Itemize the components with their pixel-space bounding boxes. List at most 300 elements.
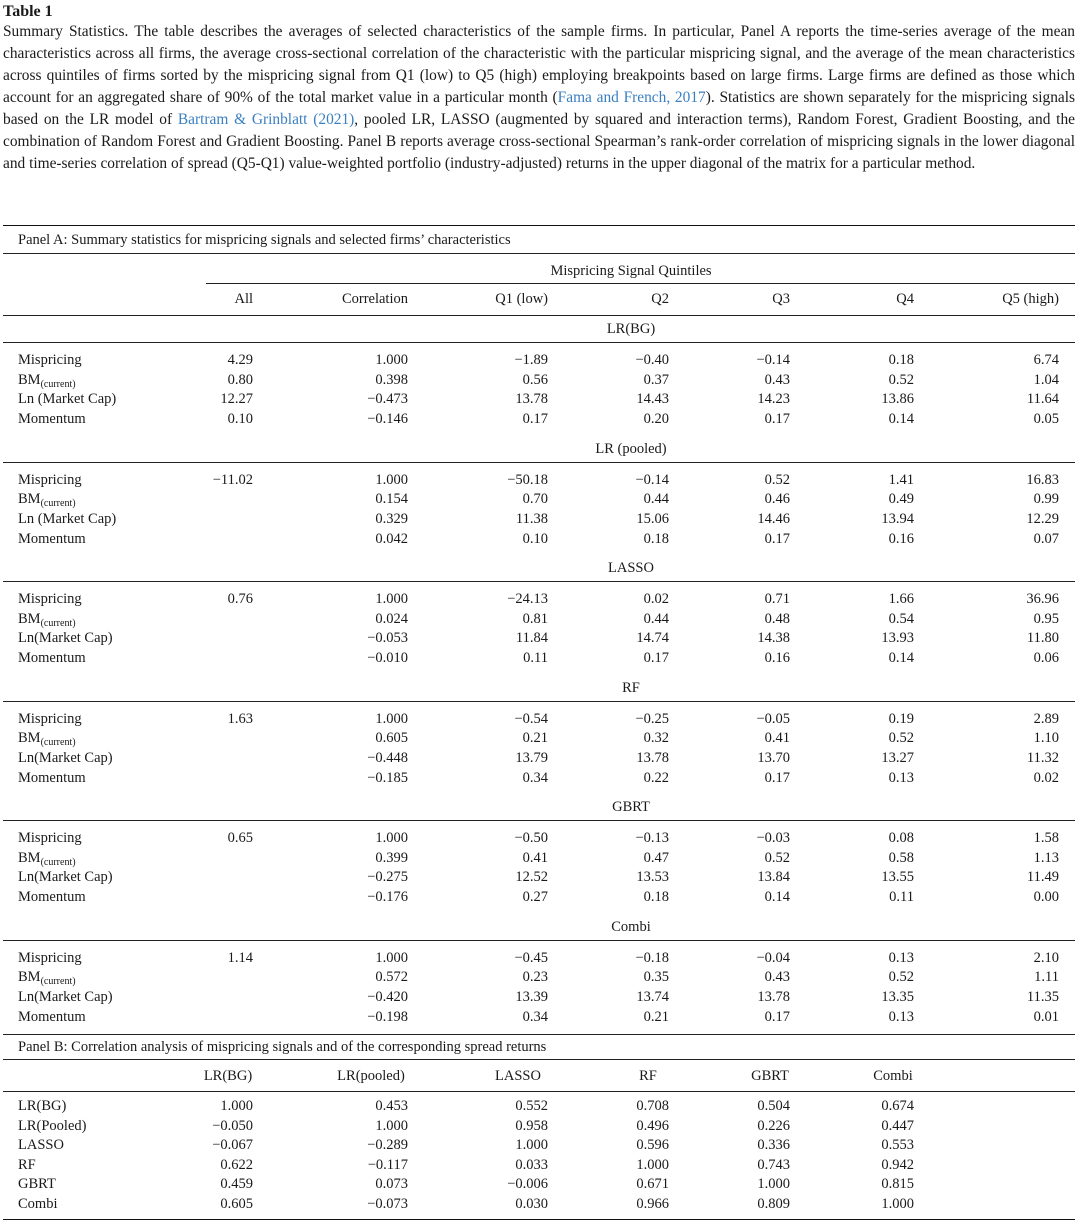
table-cell: 1.11 (1034, 969, 1059, 986)
table-cell: 1.10 (1033, 730, 1059, 747)
table-cell: 1.41 (888, 471, 914, 488)
panel-a-header-row (0, 289, 1080, 309)
table-cell: 12.52 (515, 869, 548, 886)
table-cell: 12.29 (1026, 510, 1059, 527)
table-cell: 0.34 (522, 769, 548, 786)
table-cell: 1.000 (881, 1196, 914, 1212)
table-cell: 0.226 (757, 1117, 790, 1134)
table-row (0, 1194, 1080, 1214)
table-cell: 1.58 (1033, 830, 1059, 846)
row-label-text: Ln(Market Cap) (18, 988, 113, 1005)
panel-b-column-header: LR(pooled) (337, 1068, 405, 1084)
table-cell: −0.25 (635, 710, 669, 727)
table-cell: 13.74 (636, 988, 669, 1005)
panel-a-column-header: Q2 (651, 291, 669, 307)
section-rule (3, 820, 1075, 821)
quintiles-group-rule (206, 283, 1075, 284)
row-label: LR(Pooled) (18, 1117, 87, 1134)
table-cell: 0.22 (643, 769, 669, 786)
row-label (18, 987, 113, 1007)
table-cell: −0.146 (367, 411, 408, 428)
row-label (18, 409, 86, 429)
row-label (18, 709, 82, 729)
table-row (0, 728, 1080, 748)
table-cell: 0.21 (643, 1008, 669, 1025)
table-cell: 0.47 (643, 849, 669, 866)
table-cell: −0.010 (367, 650, 408, 667)
table-cell: 14.74 (636, 630, 669, 647)
table-cell: 0.34 (522, 1008, 548, 1025)
table-row (0, 409, 1080, 429)
panel-b-header-row (0, 1066, 1080, 1086)
table-cell: 0.496 (636, 1117, 669, 1134)
table-cell: 13.53 (636, 869, 669, 886)
row-label-text: Momentum (18, 769, 86, 786)
table-cell: 14.43 (636, 391, 669, 408)
row-label (18, 509, 116, 529)
table-cell: 0.81 (522, 610, 548, 627)
table-cell: 0.329 (375, 510, 408, 527)
table-cell: 0.966 (636, 1196, 669, 1212)
table-cell: 0.17 (764, 411, 790, 428)
table-cell: 0.336 (757, 1137, 790, 1154)
table-cell: 0.552 (515, 1098, 548, 1114)
table-cell: 1.000 (515, 1137, 548, 1154)
table-cell: −0.050 (212, 1117, 253, 1134)
table-cell: −0.13 (635, 830, 669, 846)
table-cell: −0.473 (367, 391, 408, 408)
table-row (0, 389, 1080, 409)
table-cell: 14.38 (757, 630, 790, 647)
table-cell: 0.46 (764, 491, 790, 508)
table-cell: −0.185 (367, 769, 408, 786)
table-cell: 0.76 (227, 591, 253, 607)
table-cell: 0.17 (643, 650, 669, 667)
table-row (0, 848, 1080, 868)
table-cell: −0.18 (635, 949, 669, 966)
panel-b-column-header: GBRT (751, 1068, 789, 1084)
table-cell: 11.49 (1026, 869, 1059, 886)
table-cell: 11.35 (1026, 988, 1059, 1005)
table-cell: 13.86 (881, 391, 914, 408)
section-rule (3, 701, 1075, 702)
table-cell: 1.14 (227, 949, 253, 966)
panel-a-column-header: Q4 (896, 291, 914, 307)
table-cell: −0.50 (514, 830, 548, 846)
row-label (18, 828, 82, 848)
table-cell: 0.41 (764, 730, 790, 747)
table-cell: −0.053 (367, 630, 408, 647)
table-row (0, 350, 1080, 370)
table-cell: 36.96 (1026, 591, 1059, 607)
table-cell: 0.00 (1033, 889, 1059, 906)
table-row (0, 529, 1080, 549)
table-cell: 13.55 (881, 869, 914, 886)
table-cell: 0.52 (888, 371, 914, 388)
section-rule (3, 342, 1075, 343)
table-cell: −0.14 (635, 471, 669, 488)
panel-b-column-header: RF (639, 1068, 657, 1084)
table-cell: 0.49 (888, 491, 914, 508)
table-cell: −0.448 (367, 749, 408, 766)
table-row (0, 1174, 1080, 1194)
table-row (0, 1155, 1080, 1175)
table-cell: 0.553 (881, 1137, 914, 1154)
table-cell: 0.708 (636, 1098, 669, 1114)
table-cell: −0.54 (514, 710, 548, 727)
row-label-text: BM (18, 969, 41, 986)
table-row (0, 887, 1080, 907)
table-row (0, 987, 1080, 1007)
table-cell: 0.13 (888, 949, 914, 966)
table-row (0, 1007, 1080, 1027)
citation-link-bartram-grinblatt[interactable]: Bartram & Grinblatt (2021) (177, 111, 355, 128)
table-cell: −11.02 (212, 471, 253, 488)
row-label (18, 748, 113, 768)
table-cell: −0.40 (635, 352, 669, 368)
table-row (0, 748, 1080, 768)
table-cell: 15.06 (636, 510, 669, 527)
table-cell: 2.10 (1033, 949, 1059, 966)
table-cell: 0.37 (643, 371, 669, 388)
table-cell: −0.45 (514, 949, 548, 966)
row-label-text: Ln(Market Cap) (18, 749, 113, 766)
table-cell: 13.94 (881, 510, 914, 527)
table-cell: 0.809 (757, 1196, 790, 1212)
row-label-text: Momentum (18, 650, 86, 667)
section-title: LASSO (608, 560, 654, 576)
panel-a-column-header: Q3 (772, 291, 790, 307)
table-row (0, 470, 1080, 490)
table-cell: 0.14 (888, 650, 914, 667)
table-cell: 0.21 (522, 730, 548, 747)
table-cell: 13.78 (636, 749, 669, 766)
row-label-subscript: (current) (40, 856, 76, 868)
table-cell: −0.420 (367, 988, 408, 1005)
row-label (18, 648, 86, 668)
row-label-text: BM (18, 610, 41, 627)
table-cell: 0.958 (515, 1117, 548, 1134)
table-cell: 1.63 (227, 710, 253, 727)
row-label (18, 589, 82, 609)
table-cell: 0.52 (764, 849, 790, 866)
table-row (0, 967, 1080, 987)
row-label-text: Mispricing (18, 949, 82, 966)
row-label-subscript: (current) (40, 737, 76, 749)
table-row (0, 768, 1080, 788)
table-cell: 0.11 (889, 889, 914, 906)
row-label-text: BM (18, 730, 41, 747)
table-cell: −0.03 (756, 830, 790, 846)
table-cell: 0.030 (515, 1196, 548, 1212)
table-cell: 11.38 (515, 510, 548, 527)
table-cell: 6.74 (1033, 352, 1059, 368)
row-label-text: Momentum (18, 411, 86, 428)
table-cell: 0.52 (888, 969, 914, 986)
table-cell: 0.10 (227, 411, 253, 428)
table-cell: 13.84 (757, 869, 790, 886)
table-cell: 14.46 (757, 510, 790, 527)
row-label: Combi (18, 1196, 58, 1212)
row-label (18, 389, 116, 409)
table-cell: 0.13 (888, 769, 914, 786)
table-cell: −0.117 (367, 1156, 408, 1173)
panel-b-bottom-rule (3, 1219, 1075, 1220)
table-cell: 0.20 (643, 411, 669, 428)
table-cell: 16.83 (1026, 471, 1059, 488)
table-cell: 0.14 (888, 411, 914, 428)
caption-text (3, 21, 1075, 175)
table-cell: −1.89 (514, 352, 548, 368)
table-cell: 0.56 (522, 371, 548, 388)
section-title: LR(BG) (606, 321, 656, 337)
panel-a-column-header: Q1 (low) (495, 291, 548, 307)
panel-a-title: Panel A: Summary statistics for mispricing signals and selected firms’ characteristics (18, 232, 511, 248)
table-cell: 1.000 (375, 1117, 408, 1134)
section-rule (3, 581, 1075, 582)
table-row (0, 489, 1080, 509)
row-label-subscript: (current) (40, 976, 76, 988)
table-row (0, 709, 1080, 729)
table-cell: 2.89 (1033, 710, 1059, 727)
table-row (0, 589, 1080, 609)
table-cell: 14.23 (757, 391, 790, 408)
row-label-text: BM (18, 491, 41, 508)
table-row (0, 628, 1080, 648)
table-cell: −24.13 (507, 591, 548, 607)
panel-b-column-header: Combi (873, 1068, 913, 1084)
row-label-subscript: (current) (40, 498, 76, 510)
citation-link-fama-french[interactable]: Fama and French, 2017 (557, 89, 706, 106)
caption-text-part2: ). Statistics are shown separately for the mispricing signals based on the LR model of (3, 89, 1075, 128)
table-cell: 0.35 (643, 969, 669, 986)
row-label-subscript: (current) (40, 378, 76, 390)
table-cell: 1.04 (1033, 371, 1059, 388)
table-cell: −0.04 (756, 949, 790, 966)
table-cell: 0.52 (888, 730, 914, 747)
table-cell: 1.000 (375, 830, 408, 846)
table-cell: 0.80 (227, 371, 253, 388)
table-cell: 0.399 (375, 849, 408, 866)
table-row (0, 948, 1080, 968)
table-cell: 0.19 (888, 710, 914, 727)
table-cell: 0.16 (764, 650, 790, 667)
table-cell: 0.605 (220, 1196, 253, 1212)
row-label-text: Mispricing (18, 830, 82, 846)
table-caption (3, 1, 1075, 175)
table-title: Table 1 (3, 3, 53, 20)
section-title: RF (622, 679, 640, 696)
table-cell: 0.23 (522, 969, 548, 986)
table-cell: 0.18 (643, 889, 669, 906)
row-label-text: BM (18, 849, 41, 866)
caption-text-part1: Summary Statistics. The table describes the averages of selected characteristics of the sample firms. In particular, Panel A reports the time-series average of the mean characteristics across all firms, the average cross-sectional correlation of the characteristic with the particular mispricing signal, and the average of the mean characteristics across quintiles of firms sorted by the mispricing signal from Q1 (low) to Q5 (high) employing breakpoints based on large firms. Large firms are defined as those which account for an aggregated share of 90% of the total market value in a particular month ( (3, 23, 1075, 106)
row-label-text: Mispricing (18, 471, 82, 488)
table-cell: 0.71 (764, 591, 790, 607)
table-row (0, 828, 1080, 848)
table-cell: 13.93 (881, 630, 914, 647)
table-cell: 0.08 (888, 830, 914, 846)
panel-a-column-header: All (234, 291, 253, 307)
table-cell: 13.78 (515, 391, 548, 408)
table-cell: 1.000 (375, 710, 408, 727)
table-cell: 0.398 (375, 371, 408, 388)
table-cell: 11.84 (515, 630, 548, 647)
table-cell: 0.18 (643, 530, 669, 547)
table-cell: 0.41 (522, 849, 548, 866)
row-label (18, 887, 86, 907)
table-cell: 0.48 (764, 610, 790, 627)
table-cell: 11.80 (1026, 630, 1059, 647)
row-label (18, 867, 113, 887)
table-cell: −0.05 (756, 710, 790, 727)
table-cell: 0.70 (522, 491, 548, 508)
table-cell: 0.605 (375, 730, 408, 747)
table-cell: 0.042 (375, 530, 408, 547)
table-cell: 0.073 (375, 1176, 408, 1193)
table-cell: 0.17 (522, 411, 548, 428)
table-row (0, 648, 1080, 668)
row-label-text: Momentum (18, 889, 86, 906)
row-label (18, 350, 82, 370)
table-cell: 0.54 (888, 610, 914, 627)
table-cell: 0.622 (220, 1156, 253, 1173)
panel-a-header-rule (3, 315, 1075, 316)
table-cell: 0.033 (515, 1156, 548, 1173)
panel-b-column-header: LASSO (495, 1068, 541, 1084)
table-cell: −0.275 (367, 869, 408, 886)
panel-b-top-rule (3, 1034, 1075, 1035)
table-cell: 1.000 (375, 471, 408, 488)
table-cell: 13.78 (757, 988, 790, 1005)
panel-b-title-rule (3, 1059, 1075, 1060)
section-rule (3, 462, 1075, 463)
section-rule (3, 940, 1075, 941)
table-row (0, 509, 1080, 529)
table-cell: 0.02 (643, 591, 669, 607)
panel-a-title-rule (3, 253, 1075, 254)
table-row (0, 1096, 1080, 1116)
row-label-text: Ln(Market Cap) (18, 630, 113, 647)
panel-a-column-header: Q5 (high) (1002, 291, 1059, 307)
table-cell: 0.65 (227, 830, 253, 846)
table-cell: 0.99 (1033, 491, 1059, 508)
table-cell: −0.073 (367, 1196, 408, 1212)
table-cell: 13.70 (757, 749, 790, 766)
table-cell: 0.02 (1033, 769, 1059, 786)
table-cell: 0.942 (881, 1156, 914, 1173)
table-cell: −0.198 (367, 1008, 408, 1025)
row-label-text: Mispricing (18, 591, 82, 607)
table-cell: 0.13 (888, 1008, 914, 1025)
table-cell: 0.459 (220, 1176, 253, 1193)
table-cell: 0.671 (636, 1176, 669, 1193)
panel-b-column-header: LR(BG) (203, 1068, 253, 1084)
table-cell: 0.154 (375, 491, 408, 508)
row-label-text: Ln(Market Cap) (18, 869, 113, 886)
row-label (18, 529, 86, 549)
row-label (18, 628, 113, 648)
table-cell: 0.11 (523, 650, 548, 667)
panel-a-column-header: Correlation (341, 291, 408, 307)
table-row (0, 609, 1080, 629)
table-cell: −50.18 (507, 471, 548, 488)
table-cell: 0.14 (764, 889, 790, 906)
table-cell: −0.176 (367, 889, 408, 906)
row-label-text: Mispricing (18, 352, 82, 368)
table-cell: 0.18 (888, 352, 914, 368)
table-cell: 0.743 (757, 1156, 790, 1173)
table-row (0, 1116, 1080, 1136)
table-cell: 0.52 (764, 471, 790, 488)
table-cell: 12.27 (220, 391, 253, 408)
row-label-text: Momentum (18, 530, 86, 547)
table-row (0, 1135, 1080, 1155)
table-cell: −0.067 (212, 1137, 253, 1154)
table-cell: 13.79 (515, 749, 548, 766)
row-label (18, 768, 86, 788)
table-cell: 0.596 (636, 1137, 669, 1154)
table-row (0, 867, 1080, 887)
table-cell: 1.000 (636, 1156, 669, 1173)
row-label (18, 1007, 86, 1027)
table-cell: 0.95 (1033, 610, 1059, 627)
table-cell: 13.27 (881, 749, 914, 766)
table-cell: 0.01 (1033, 1008, 1059, 1025)
table-cell: 1.66 (888, 591, 914, 607)
row-label-text: Ln (Market Cap) (18, 391, 117, 408)
quintiles-group-header: Mispricing Signal Quintiles (550, 263, 712, 279)
section-title: LR (pooled) (595, 440, 667, 457)
table-cell: 0.447 (881, 1117, 914, 1134)
table-row (0, 370, 1080, 390)
row-label: LR(BG) (18, 1098, 67, 1114)
table-cell: 0.58 (888, 849, 914, 866)
row-label: LASSO (18, 1137, 64, 1154)
table-cell: 1.000 (757, 1176, 790, 1193)
row-label (18, 470, 82, 490)
table-cell: 0.572 (375, 969, 408, 986)
row-label-text: Ln (Market Cap) (18, 510, 117, 527)
row-label-text: Momentum (18, 1008, 86, 1025)
table-cell: 0.815 (881, 1176, 914, 1193)
table-cell: 1.000 (375, 949, 408, 966)
table-cell: 0.06 (1033, 650, 1059, 667)
table-cell: 0.07 (1033, 530, 1059, 547)
table-cell: 0.17 (764, 1008, 790, 1025)
table-cell: 0.32 (643, 730, 669, 747)
row-label-subscript: (current) (40, 617, 76, 629)
table-cell: −0.006 (507, 1176, 548, 1193)
table-cell: 11.64 (1026, 391, 1059, 408)
table-cell: 1.13 (1033, 849, 1059, 866)
panel-a-top-rule (3, 225, 1075, 226)
table-cell: 0.43 (764, 371, 790, 388)
table-cell: 0.05 (1033, 411, 1059, 428)
table-cell: 1.000 (375, 591, 408, 607)
caption-text-part3: , pooled LR, LASSO (augmented by squared and interaction terms), Random Forest, Gradient Boosting, and the combination of Random Forest and Gradient Boosting. Panel B reports average cross-sectional Spearman’s rank-order correlation of mispricing signals in the lower diagonal and time-series correlation of spread (Q5-Q1) value-weighted portfolio (industry-adjusted) returns in the upper diagonal of the matrix for a particular method. (3, 111, 1075, 172)
panel-b-header-rule (3, 1091, 1075, 1092)
table-cell: −0.289 (367, 1137, 408, 1154)
panel-b-title: Panel B: Correlation analysis of mispricing signals and of the corresponding spread returns (18, 1039, 547, 1055)
table-cell: 0.17 (764, 769, 790, 786)
table-cell: 0.504 (757, 1098, 790, 1114)
row-label-text: BM (18, 371, 41, 388)
table-cell: 4.29 (227, 352, 253, 368)
section-title: Combi (611, 918, 651, 935)
table-cell: 13.39 (515, 988, 548, 1005)
section-title: GBRT (612, 799, 650, 815)
